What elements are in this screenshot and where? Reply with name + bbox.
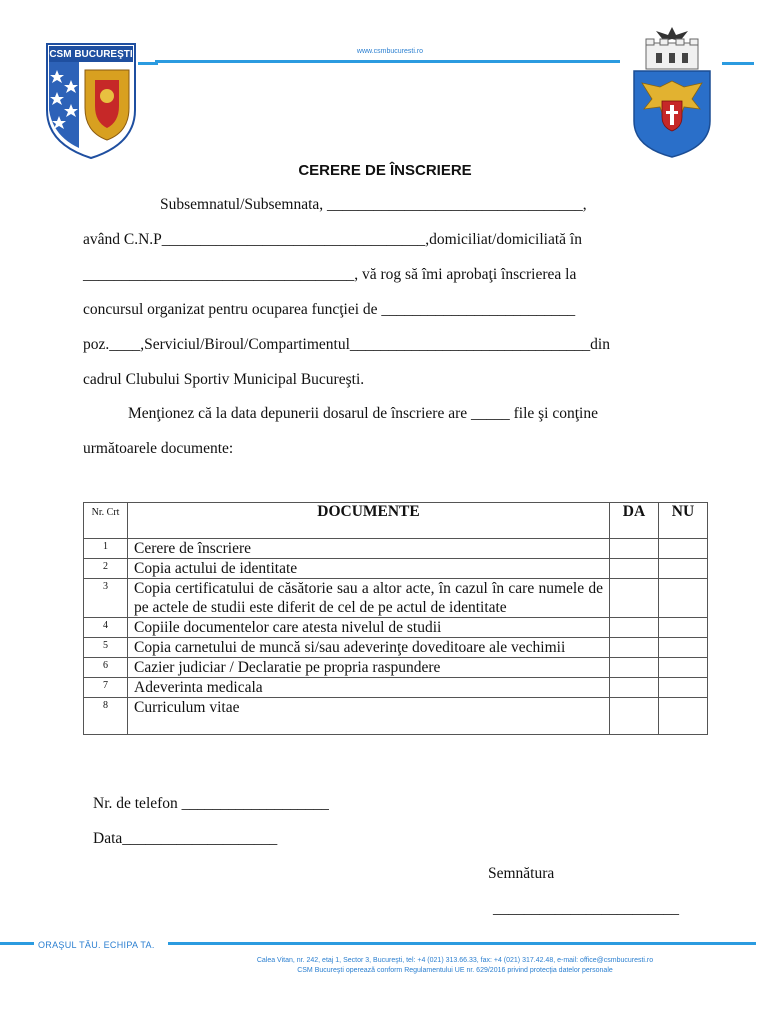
table-row	[84, 539, 708, 559]
row-number: 7	[84, 678, 128, 698]
row-nu-checkbox[interactable]	[659, 678, 708, 698]
body-line-3: ___________________________________, vă rog să îmi aprobaţi înscrierea la	[83, 266, 577, 283]
row-document: Copiile documentelor care atesta nivelul de studii	[128, 618, 610, 638]
table-row	[84, 618, 708, 638]
row-da-checkbox[interactable]	[610, 539, 659, 559]
signature-label: Semnătura	[488, 865, 555, 882]
row-document: Copia certificatului de căsătorie sau a altor acte, în cazul în care numele de pe actele de studii este diferit de cel de pe actul de identitate	[128, 579, 610, 618]
body-line-5: poz.____,Serviciul/Biroul/Compartimentul_______________________________din	[83, 336, 610, 353]
row-document: Cerere de înscriere	[128, 539, 610, 559]
table-row	[84, 698, 708, 735]
date-field[interactable]: Data____________________	[93, 830, 278, 847]
header-da: DA	[610, 503, 659, 539]
row-nu-checkbox[interactable]	[659, 579, 708, 618]
row-da-checkbox[interactable]	[610, 618, 659, 638]
table-row	[84, 559, 708, 579]
website-link[interactable]: www.csmbucuresti.ro	[356, 48, 424, 55]
csm-logo	[45, 40, 137, 160]
row-nu-checkbox[interactable]	[659, 698, 708, 735]
row-number: 1	[84, 539, 128, 559]
body-line-7: Menţionez că la data depunerii dosarul de înscriere are _____ file şi conţine	[128, 405, 598, 422]
row-document: Adeverinta medicala	[128, 678, 610, 698]
row-nu-checkbox[interactable]	[659, 658, 708, 678]
phone-field[interactable]: Nr. de telefon ___________________	[93, 795, 329, 812]
row-number: 5	[84, 638, 128, 658]
logo-text: CSM BUCUREŞTI	[49, 49, 133, 60]
row-document: Copia actului de identitate	[128, 559, 610, 579]
row-nu-checkbox[interactable]	[659, 618, 708, 638]
row-number: 4	[84, 618, 128, 638]
header-rule-right	[722, 62, 754, 65]
row-da-checkbox[interactable]	[610, 678, 659, 698]
body-line-4: concursul organizat pentru ocuparea funcţiei de _________________________	[83, 301, 576, 318]
row-nu-checkbox[interactable]	[659, 638, 708, 658]
header-nr-crt: Nr. Crt	[84, 503, 128, 539]
row-document: Curriculum vitae	[128, 698, 610, 735]
body-line-6: cadrul Clubului Sportiv Municipal Bucureşti.	[83, 371, 365, 388]
documents-table	[83, 502, 708, 735]
footer-slogan: ORAŞUL TĂU. ECHIPA TA.	[38, 940, 155, 950]
row-number: 2	[84, 559, 128, 579]
body-line-8: următoarele documente:	[83, 440, 234, 457]
header-rule-main	[155, 60, 620, 63]
header-nu: NU	[659, 503, 708, 539]
table-header-row	[84, 503, 708, 539]
row-da-checkbox[interactable]	[610, 579, 659, 618]
footer-gdpr: CSM Bucureşti operează conform Regulamentului UE nr. 629/2016 privind protecţia datelor personale	[297, 967, 613, 974]
row-da-checkbox[interactable]	[610, 638, 659, 658]
footer-rule-right	[168, 942, 756, 945]
table-row	[84, 579, 708, 618]
body-line-2: având C.N.P__________________________________,domiciliat/domiciliată în	[83, 231, 582, 248]
row-number: 8	[84, 698, 128, 735]
footer-address: Calea Vitan, nr. 242, etaj 1, Sector 3, Bucureşti, tel: +4 (021) 313.66.33, fax: +4 (021) 317.42.48, e-mail: office@csmbucuresti.ro	[256, 957, 654, 964]
row-da-checkbox[interactable]	[610, 698, 659, 735]
table-row	[84, 658, 708, 678]
page-title: CERERE DE ÎNSCRIERE	[298, 162, 472, 179]
row-da-checkbox[interactable]	[610, 559, 659, 579]
row-number: 6	[84, 658, 128, 678]
bucharest-coat-of-arms	[628, 25, 716, 160]
table-row	[84, 678, 708, 698]
table-row	[84, 638, 708, 658]
signature-line[interactable]: ________________________	[493, 900, 679, 917]
row-document: Cazier judiciar / Declaratie pe propria raspundere	[128, 658, 610, 678]
row-nu-checkbox[interactable]	[659, 559, 708, 579]
header-documents: DOCUMENTE	[128, 503, 610, 539]
row-number: 3	[84, 579, 128, 618]
row-nu-checkbox[interactable]	[659, 539, 708, 559]
footer-rule-left	[0, 942, 34, 945]
row-document: Copia carnetului de muncă si/sau adeverinţe doveditoare ale vechimii	[128, 638, 610, 658]
body-line-1: Subsemnatul/Subsemnata, _________________________________,	[160, 196, 587, 213]
row-da-checkbox[interactable]	[610, 658, 659, 678]
